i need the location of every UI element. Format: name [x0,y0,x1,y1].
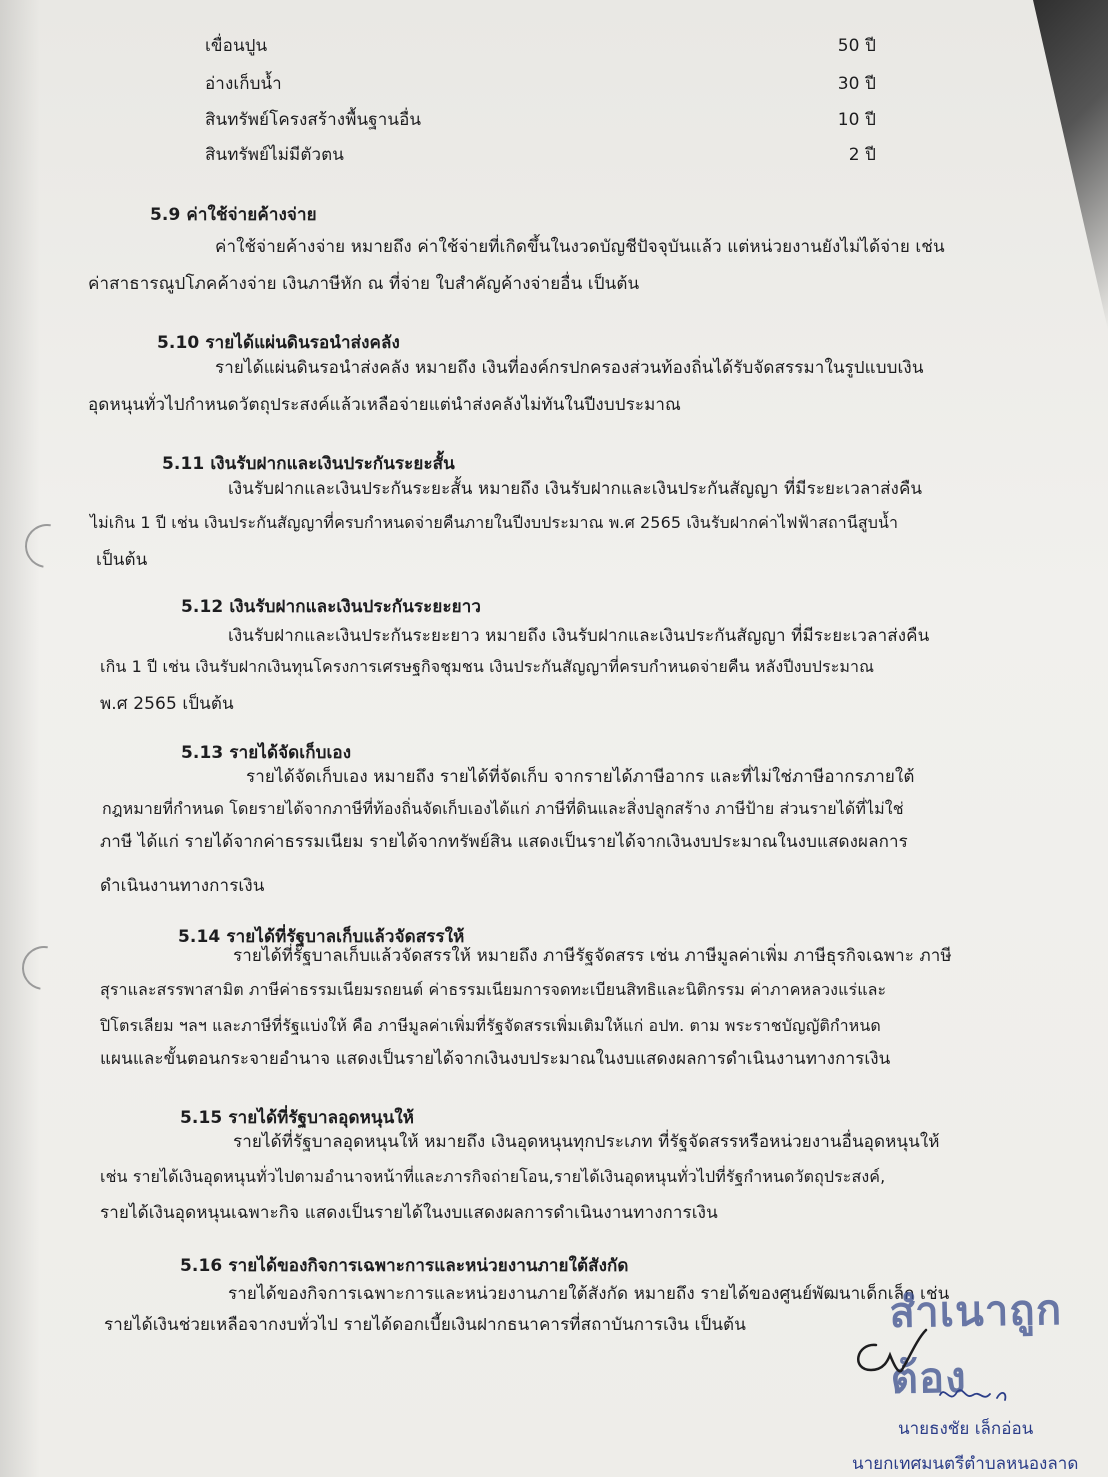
section-heading: 5.11 เงินรับฝากและเงินประกันระยะสั้น [162,454,455,474]
page-edge-shadow [0,0,40,1477]
section-heading: 5.13 รายได้จัดเก็บเอง [181,743,352,763]
page-corner-shadow [1033,0,1108,330]
section-heading: 5.10 รายได้แผ่นดินรอนำส่งคลัง [157,333,400,353]
paragraph-line: อุดหนุนทั่วไปกำหนดวัตถุประสงค์แล้วเหลือจ่ายแต่นำส่งคลังไม่ทันในปีงบประมาณ [88,395,681,415]
asset-life-label: สินทรัพย์โครงสร้างพื้นฐานอื่น [205,110,422,130]
paragraph-line: ไม่เกิน 1 ปี เช่น เงินประกันสัญญาที่ครบกำหนดจ่ายคืนภายในปีงบประมาณ พ.ศ 2565 เงินรับฝากค่าไฟฟ้าสถานีสูบน้ำ [90,513,899,532]
signer-name: นายธงชัย เล็กอ่อน [898,1419,1034,1439]
section-heading: 5.14 รายได้ที่รัฐบาลเก็บแล้วจัดสรรให้ [178,927,465,947]
section-heading: 5.15 รายได้ที่รัฐบาลอุดหนุนให้ [180,1108,415,1128]
asset-life-label: สินทรัพย์ไม่มีตัวตน [205,145,345,165]
paragraph-line: รายได้ที่รัฐบาลอุดหนุนให้ หมายถึง เงินอุดหนุนทุกประเภท ที่รัฐจัดสรรหรือหน่วยงานอื่นอุดหนุนให้ [233,1132,940,1152]
paragraph-line: เงินรับฝากและเงินประกันระยะยาว หมายถึง เงินรับฝากและเงินประกันสัญญา ที่มีระยะเวลาส่งคืน [228,626,930,646]
certified-copy-stamp: สำเนาถูกต้อง [889,1284,1063,1403]
paragraph-line: เกิน 1 ปี เช่น เงินรับฝากเงินทุนโครงการเศรษฐกิจชุมชน เงินประกันสัญญาที่ครบกำหนดจ่ายคืน หลังปีงบประมาณ [100,657,875,676]
asset-life-label: อ่างเก็บน้ำ [205,74,282,94]
section-heading: 5.9 ค่าใช้จ่ายค้างจ่าย [150,205,317,225]
paragraph-line: รายได้ที่รัฐบาลเก็บแล้วจัดสรรให้ หมายถึง ภาษีรัฐจัดสรร เช่น ภาษีมูลค่าเพิ่ม ภาษีธุรกิจเฉพาะ ภาษี [233,946,952,966]
asset-life-label: เขื่อนปูน [205,36,268,56]
initials-scribble [935,1380,1015,1410]
paragraph-line: สุราและสรรพาสามิต ภาษีค่าธรรมเนียมรถยนต์ ค่าธรรมเนียมการจดทะเบียนสิทธิและนิติกรรม ค่าภาคหลวงแร่และ [100,980,887,999]
asset-life-value: 30 ปี [837,74,876,94]
signature-scribble [846,1325,966,1385]
asset-life-value: 10 ปี [837,110,876,130]
paragraph-line: รายได้เงินอุดหนุนเฉพาะกิจ แสดงเป็นรายได้ในงบแสดงผลการดำเนินงานทางการเงิน [100,1203,718,1223]
paragraph-line: ภาษี ได้แก่ รายได้จากค่าธรรมเนียม รายได้จากทรัพย์สิน แสดงเป็นรายได้จากเงินงบประมาณในงบแสดงผลการ [100,832,908,852]
paragraph-line: ค่าสาธารณูปโภคค้างจ่าย เงินภาษีหัก ณ ที่จ่าย ใบสำคัญค้างจ่ายอื่น เป็นต้น [88,274,640,294]
paragraph-line: รายได้เงินช่วยเหลือจากงบทั่วไป รายได้ดอกเบี้ยเงินฝากธนาคารที่สถาบันการเงิน เป็นต้น [104,1315,746,1335]
section-heading: 5.16 รายได้ของกิจการเฉพาะการและหน่วยงานภายใต้สังกัด [180,1256,629,1276]
paragraph-line: รายได้แผ่นดินรอนำส่งคลัง หมายถึง เงินที่องค์กรปกครองส่วนท้องถิ่นได้รับจัดสรรมาในรูปแบบเงิน [215,358,924,378]
paragraph-line: ดำเนินงานทางการเงิน [100,876,265,896]
signer-title: นายกเทศมนตรีตำบลหนองลาด [852,1454,1079,1474]
asset-life-value: 50 ปี [837,36,876,56]
paragraph-line: พ.ศ 2565 เป็นต้น [100,694,234,714]
paragraph-line: รายได้ของกิจการเฉพาะการและหน่วยงานภายใต้สังกัด หมายถึง รายได้ของศูนย์พัฒนาเด็กเล็ก เช่น [228,1284,950,1304]
paragraph-line: กฎหมายที่กำหนด โดยรายได้จากภาษีที่ท้องถิ่นจัดเก็บเองได้แก่ ภาษีที่ดินและสิ่งปลูกสร้าง ภาษีป้าย ส่วนรายได้ที่ไม่ใช่ [102,799,904,818]
paragraph-line: เป็นต้น [96,550,148,570]
paragraph-line: เงินรับฝากและเงินประกันระยะสั้น หมายถึง เงินรับฝากและเงินประกันสัญญา ที่มีระยะเวลาส่งคืน [228,479,923,499]
paragraph-line: ค่าใช้จ่ายค้างจ่าย หมายถึง ค่าใช้จ่ายที่เกิดขึ้นในงวดบัญชีปัจจุบันแล้ว แต่หน่วยงานยังไม่ได้จ่าย เช่น [215,237,945,257]
section-heading: 5.12 เงินรับฝากและเงินประกันระยะยาว [181,597,482,617]
paragraph-line: แผนและขั้นตอนกระจายอำนาจ แสดงเป็นรายได้จากเงินงบประมาณในงบแสดงผลการดำเนินงานทางการเงิน [100,1049,891,1069]
paragraph-line: เช่น รายได้เงินอุดหนุนทั่วไปตามอำนาจหน้าที่และภารกิจถ่ายโอน,รายได้เงินอุดหนุนทั่วไปที่รัฐกำหนดวัตถุประสงค์, [100,1167,886,1186]
paragraph-line: รายได้จัดเก็บเอง หมายถึง รายได้ที่จัดเก็บ จากรายได้ภาษีอากร และที่ไม่ใช่ภาษีอากรภายใต้ [246,767,915,787]
paragraph-line: ปิโตรเลียม ฯลฯ และภาษีที่รัฐแบ่งให้ คือ ภาษีมูลค่าเพิ่มที่รัฐจัดสรรเพิ่มเติมให้แก่ อปท. ตาม พระราชบัญญัติกำหนด [100,1016,881,1035]
asset-life-value: 2 ปี [848,145,876,165]
